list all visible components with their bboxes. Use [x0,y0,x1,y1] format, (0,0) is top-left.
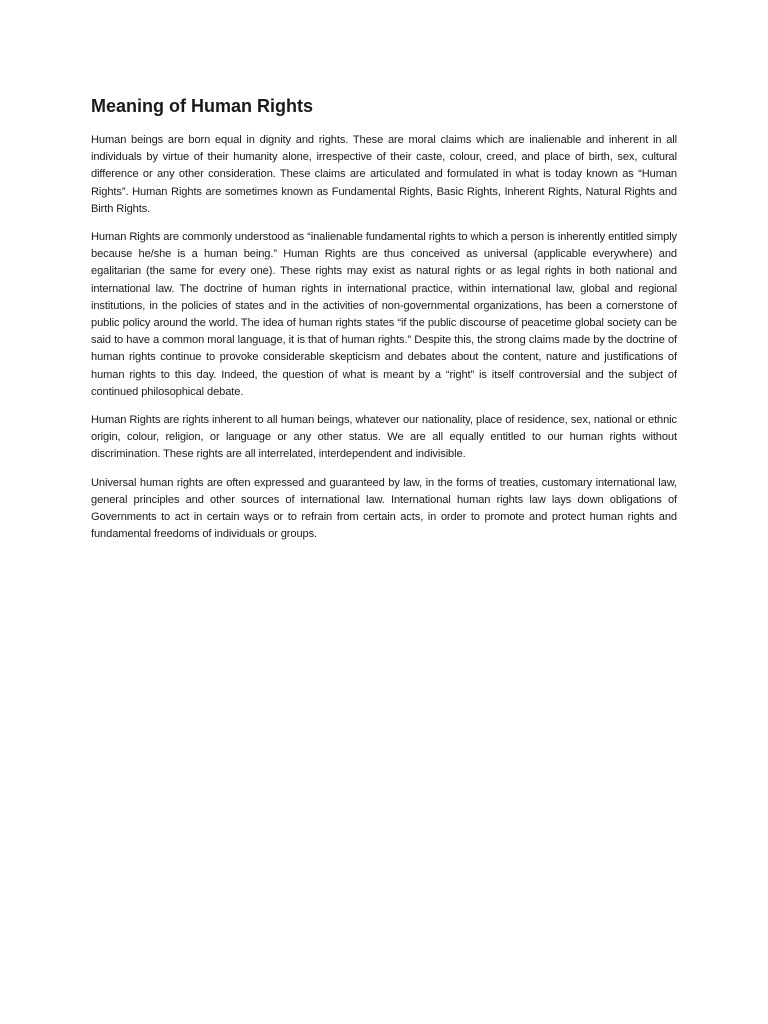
paragraph-intro: Human beings are born equal in dignity and rights. These are moral claims which are inalienable and inherent in all individuals by virtue of their humanity alone, irrespective of their caste, colour, creed, and place of birth, sex, cultural difference or any other consideration. These claims are articulated and formulated in what is today known as “Human Rights”. Human Rights are sometimes known as Fundamental Rights, Basic Rights, Inherent Rights, Natural Rights and Birth Rights. [91,134,677,215]
document-body [91,94,677,554]
paragraph-universal-rights: Universal human rights are often expressed and guaranteed by law, in the forms of treaties, customary international law, general principles and other sources of international law. International human rights law lays down obligations of Governments to act in certain ways or to refrain from certain acts, in order to promote and protect human rights and fundamental freedoms of individuals or groups. [91,476,677,541]
paragraph-definition: Human Rights are commonly understood as “inalienable fundamental rights to which a person is inherently entitled simply because he/she is a human being.” Human Rights are thus conceived as universal (applicable everywhere) and egalitarian (the same for every one). These rights may exist as natural rights or as legal rights in both national and international law. The doctrine of human rights in international practice, within international law, global and regional institutions, in the policies of states and in the activities of non-governmental organizations, has been a cornerstone of public policy around the world. The idea of human rights states “if the public discourse of peacetime global society can be said to have a common moral language, it is that of human rights.” Despite this, the strong claims made by the doctrine of human rights continue to provoke considerable skepticism and debates about the content, nature and justifications of human rights to this day. Indeed, the question of what is meant by a “right” is itself controversial and the subject of continued philosophical debate. [91,231,677,398]
document-title: Meaning of Human Rights [91,96,313,116]
paragraph-inherent-rights: Human Rights are rights inherent to all human beings, whatever our nationality, place of residence, sex, national or ethnic origin, colour, religion, or language or any other status. We are all equally entitled to our human rights without discrimination. These rights are all interrelated, interdependent and indivisible. [91,414,677,461]
